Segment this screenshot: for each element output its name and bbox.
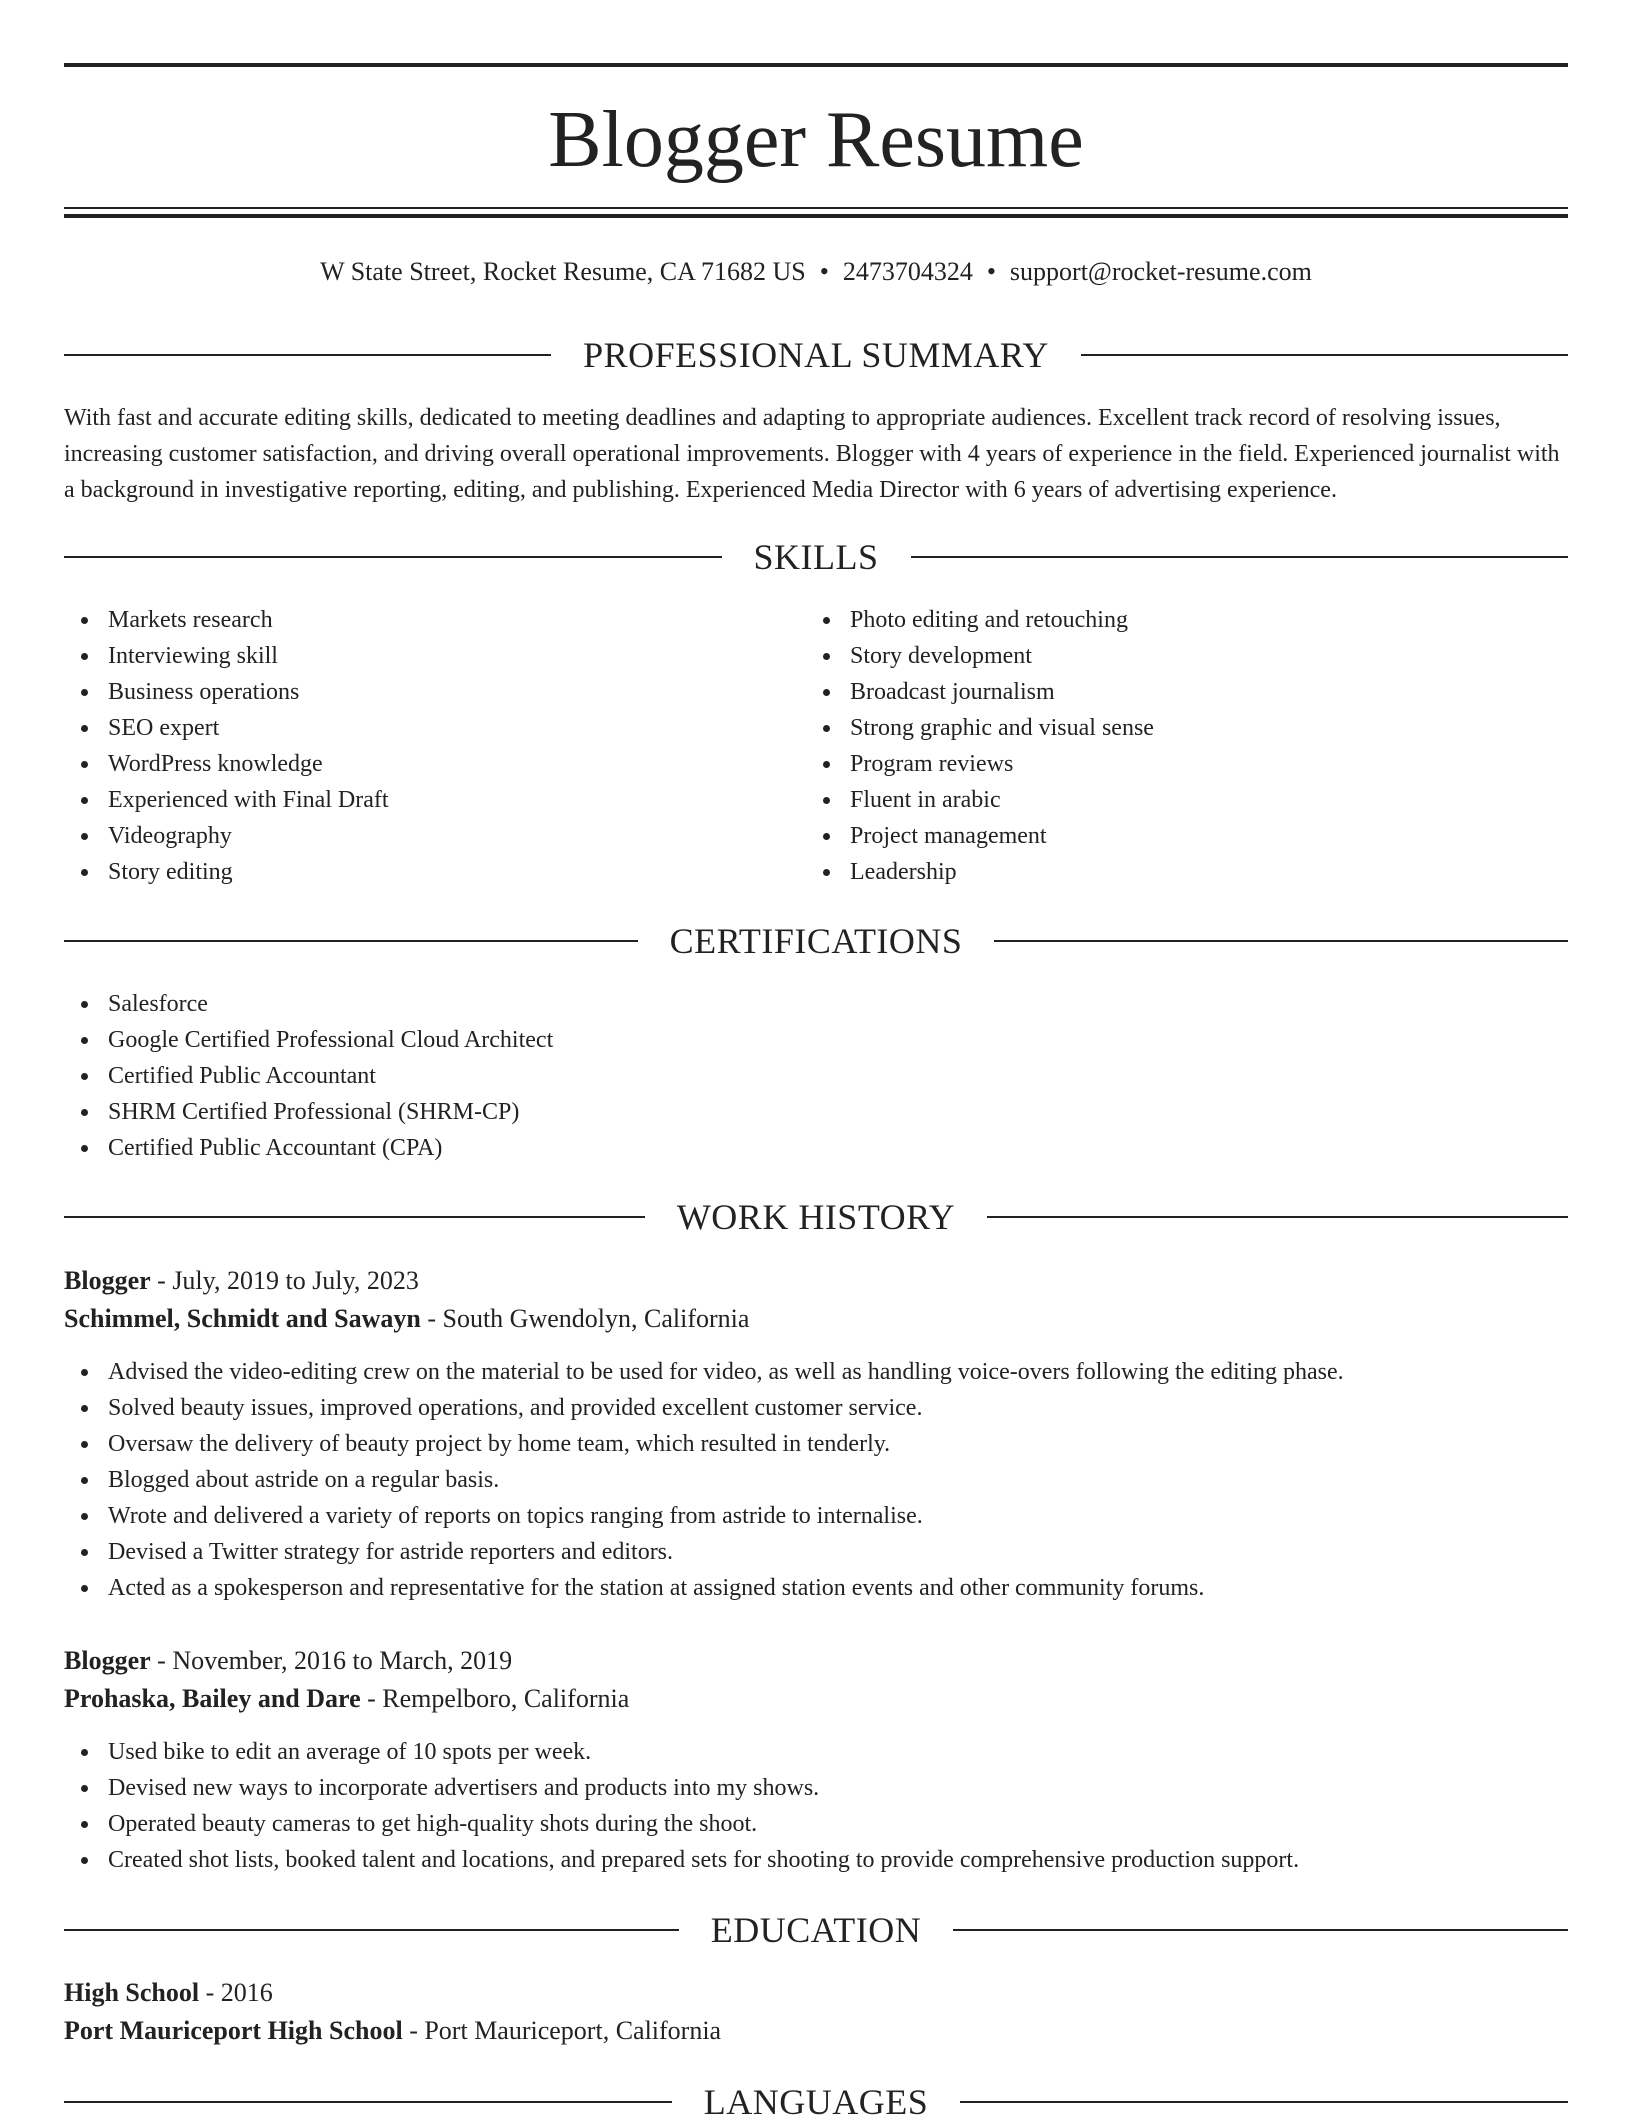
list-item: WordPress knowledge (64, 746, 804, 782)
education-location: - Port Mauriceport, California (402, 2016, 722, 2045)
list-item: Operated beauty cameras to get high-quality shots during the shoot. (64, 1806, 1568, 1842)
list-item: Certified Public Accountant (CPA) (64, 1130, 1568, 1166)
heading-rule-left (64, 354, 551, 356)
heading-rule-right (987, 1216, 1568, 1218)
list-item: Used bike to edit an average of 10 spots per week. (64, 1734, 1568, 1770)
list-item: Business operations (64, 674, 804, 710)
heading-rule-left (64, 940, 638, 942)
section-heading-languages (64, 2078, 1568, 2126)
education-degree: High School (64, 1978, 200, 2007)
heading-rule-right (994, 940, 1568, 942)
list-item: Wrote and delivered a variety of reports on topics ranging from astride to internalise. (64, 1498, 1568, 1534)
page-title: Blogger Resume (548, 96, 1084, 184)
education-year: - 2016 (199, 1978, 273, 2007)
list-item: Advised the video-editing crew on the material to be used for video, as well as handling voice-overs following the editing phase. (64, 1354, 1568, 1390)
list-item: Strong graphic and visual sense (806, 710, 1546, 746)
contact-separator: • (819, 257, 829, 286)
job-entry (64, 1642, 1568, 1718)
list-item: Devised new ways to incorporate advertisers and products into my shows. (64, 1770, 1568, 1806)
heading-rule-left (64, 2101, 672, 2103)
skills-list-right (806, 602, 1546, 890)
contact-line (64, 252, 1568, 292)
heading-rule-right (960, 2101, 1568, 2103)
heading-rule-left (64, 1216, 645, 1218)
job-dates: - July, 2019 to July, 2023 (150, 1266, 419, 1295)
job-dates: - November, 2016 to March, 2019 (150, 1646, 513, 1675)
section-title: LANGUAGES (703, 2082, 929, 2122)
contact-address: W State Street, Rocket Resume, CA 71682 US (320, 257, 806, 286)
job-title: Blogger (64, 1646, 151, 1675)
list-item: Experienced with Final Draft (64, 782, 804, 818)
job-entry (64, 1262, 1568, 1338)
section-title: WORK HISTORY (676, 1197, 956, 1237)
section-heading-summary (64, 331, 1568, 379)
contact-phone: 2473704324 (842, 257, 973, 286)
list-item: Program reviews (806, 746, 1546, 782)
list-item: Google Certified Professional Cloud Architect (64, 1022, 1568, 1058)
job-bullets (64, 1354, 1568, 1606)
job-title: Blogger (64, 1266, 151, 1295)
list-item: Created shot lists, booked talent and locations, and prepared sets for shooting to provide comprehensive production support. (64, 1842, 1568, 1878)
list-item: Interviewing skill (64, 638, 804, 674)
section-title: CERTIFICATIONS (669, 921, 963, 961)
list-item: Acted as a spokesperson and representative for the station at assigned station events and other community forums. (64, 1570, 1568, 1606)
list-item: Salesforce (64, 986, 1568, 1022)
section-heading-certifications (64, 917, 1568, 965)
job-company: Prohaska, Bailey and Dare (64, 1684, 361, 1713)
list-item: Broadcast journalism (806, 674, 1546, 710)
header-rule-upper (64, 207, 1568, 209)
list-item: Solved beauty issues, improved operations, and provided excellent customer service. (64, 1390, 1568, 1426)
section-title: SKILLS (753, 537, 879, 577)
education-degree-line (64, 1974, 1568, 2012)
heading-rule-right (953, 1929, 1568, 1931)
list-item: Leadership (806, 854, 1546, 890)
job-title-line (64, 1262, 1568, 1300)
list-item: Devised a Twitter strategy for astride reporters and editors. (64, 1534, 1568, 1570)
heading-rule-right (1081, 354, 1568, 356)
certifications-list (64, 986, 1568, 1166)
list-item: Oversaw the delivery of beauty project by home team, which resulted in tenderly. (64, 1426, 1568, 1462)
job-title-line (64, 1642, 1568, 1680)
contact-email: support@rocket-resume.com (1009, 257, 1312, 286)
list-item: Blogged about astride on a regular basis. (64, 1462, 1568, 1498)
list-item: Markets research (64, 602, 804, 638)
section-title: EDUCATION (710, 1910, 922, 1950)
list-item: Story editing (64, 854, 804, 890)
list-item: Fluent in arabic (806, 782, 1546, 818)
contact-separator: • (986, 257, 996, 286)
list-item: SHRM Certified Professional (SHRM-CP) (64, 1094, 1568, 1130)
list-item: Story development (806, 638, 1546, 674)
list-item: SEO expert (64, 710, 804, 746)
job-location: - South Gwendolyn, California (420, 1304, 750, 1333)
education-school-line (64, 2012, 1568, 2050)
heading-rule-left (64, 556, 722, 558)
heading-rule-right (911, 556, 1569, 558)
job-company: Schimmel, Schmidt and Sawayn (64, 1304, 421, 1333)
education-entry (64, 1974, 1568, 2050)
section-heading-work (64, 1193, 1568, 1241)
list-item: Certified Public Accountant (64, 1058, 1568, 1094)
job-company-line (64, 1680, 1568, 1718)
education-school: Port Mauriceport High School (64, 2016, 403, 2045)
section-title: PROFESSIONAL SUMMARY (583, 335, 1049, 375)
job-bullets (64, 1734, 1568, 1878)
header-top-rule (64, 63, 1568, 67)
job-location: - Rempelboro, California (360, 1684, 630, 1713)
section-heading-education (64, 1906, 1568, 1954)
job-company-line (64, 1300, 1568, 1338)
list-item: Project management (806, 818, 1546, 854)
section-heading-skills (64, 533, 1568, 581)
list-item: Videography (64, 818, 804, 854)
header-rule-lower (64, 214, 1568, 218)
skills-list-left (64, 602, 804, 890)
list-item: Photo editing and retouching (806, 602, 1546, 638)
summary-text: With fast and accurate editing skills, dedicated to meeting deadlines and adapting to appropriate audiences. Excellent track record of resolving issues, increasing customer satisfaction, and driving overall operational improvements. Blogger with 4 years of experience in the field. Experienced journalist with a background in investigative reporting, editing, and publishing. Experienced Media Director with 6 years of advertising experience. (64, 405, 1560, 503)
heading-rule-left (64, 1929, 679, 1931)
